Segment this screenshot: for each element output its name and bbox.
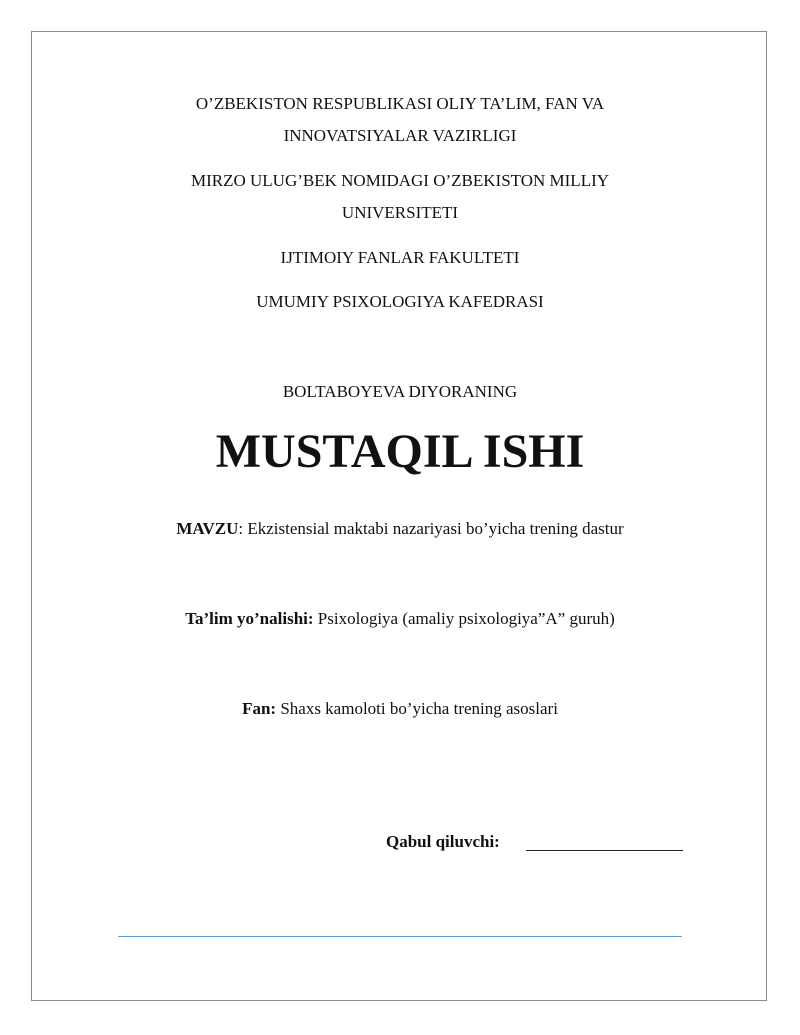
ministry-line-2: INNOVATSIYALAR VAZIRLIGI xyxy=(283,126,517,145)
reviewer-label: Qabul qiluvchi: xyxy=(386,832,500,851)
faculty-name: IJTIMOIY FANLAR FAKULTETI xyxy=(280,248,520,267)
topic-line xyxy=(0,519,800,539)
subject-line xyxy=(0,699,800,719)
university-line-2: UNIVERSITETI xyxy=(341,203,459,222)
subject-value: Shaxs kamoloti bo’yicha trening asoslari xyxy=(276,699,558,718)
topic-value: : Ekzistensial maktabi nazariyasi bo’yicha trening dastur xyxy=(238,519,624,538)
direction-line xyxy=(0,609,800,629)
department-name: UMUMIY PSIXOLOGIYA KAFEDRASI xyxy=(256,292,544,311)
direction-value: Psixologiya (amaliy psixologiya”A” guruh) xyxy=(313,609,615,628)
topic-label: MAVZU xyxy=(176,519,239,538)
university-line-1: MIRZO ULUG’BEK NOMIDAGI O’ZBEKISTON MILLIY xyxy=(190,171,610,190)
document-title: MUSTAQIL ISHI xyxy=(215,425,585,478)
author-name: BOLTABOYEVA DIYORANING xyxy=(282,382,518,401)
footer-rule xyxy=(118,936,682,937)
subject-label: Fan: xyxy=(242,699,277,718)
direction-label: Ta’lim yo’nalishi: xyxy=(185,609,314,628)
ministry-line-1: O’ZBEKISTON RESPUBLIKASI OLIY TA’LIM, FAN VA xyxy=(195,94,605,113)
signature-blank xyxy=(526,850,683,851)
reviewer-line xyxy=(386,832,500,852)
